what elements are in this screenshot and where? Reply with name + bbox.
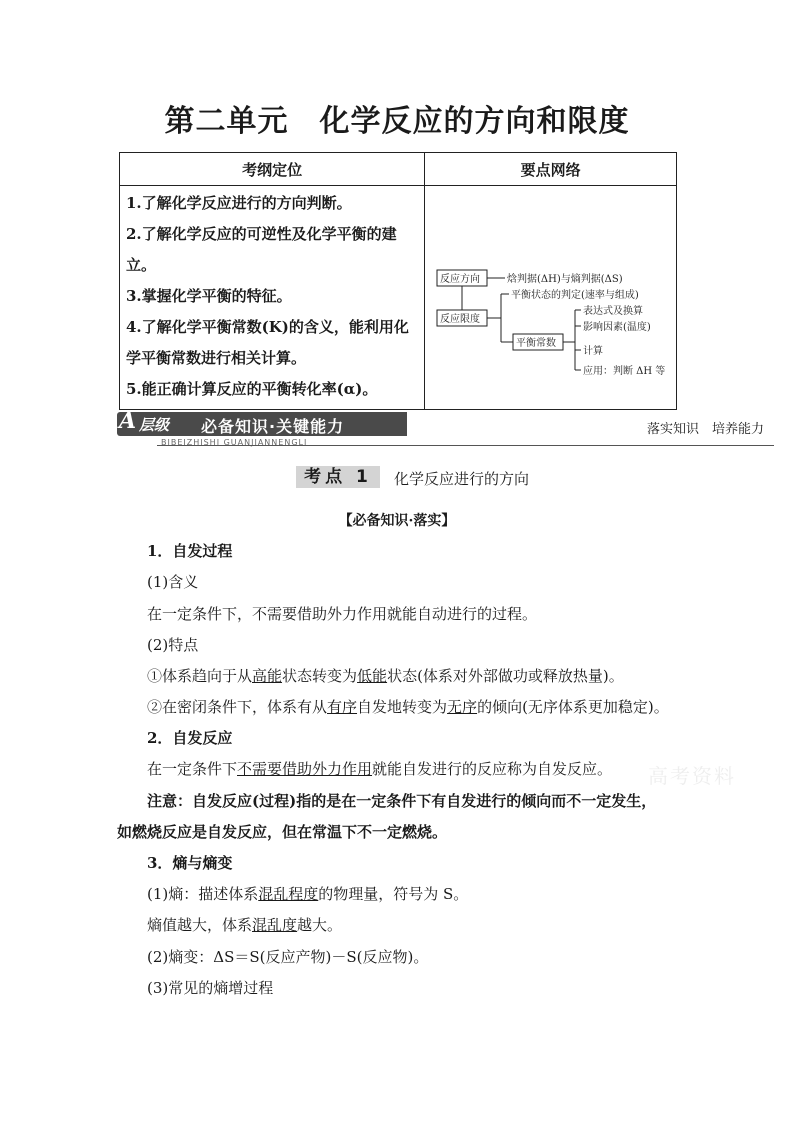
subsection-heading: 【必备知识·落实】 <box>338 513 456 529</box>
paragraph-feature-1: ①体系趋向于从高能状态转变为低能状态(体系对外部做功或释放热量)。 <box>147 667 624 685</box>
page-title: 第二单元 化学反应的方向和限度 <box>164 104 630 139</box>
objective-item: 立。 <box>126 256 157 274</box>
node-calc: 计算 <box>583 346 604 357</box>
node-limit: 反应限度 <box>440 314 481 325</box>
paragraph-meaning: 在一定条件下，不需要借助外力作用就能自动进行的过程。 <box>147 605 538 623</box>
outline-table <box>119 152 677 410</box>
node-expression: 表达式及换算 <box>583 306 644 317</box>
paragraph-entropy-change: (2)熵变：ΔS＝S(反应产物)－S(反应物)。 <box>147 948 429 966</box>
objectives-cell <box>120 186 425 410</box>
paragraph-entropy-value: 熵值越大，体系混乱度越大。 <box>147 916 343 934</box>
banner-letter: A <box>119 408 137 434</box>
paragraph-feature-2: ②在密闭条件下，体系有从有序自发地转变为无序的倾向(无序体系更加稳定)。 <box>147 698 669 716</box>
paragraph-entropy: (1)熵：描述体系混乱程度的物理量，符号为 S。 <box>147 885 469 903</box>
heading-entropy-increase: (3)常见的熵增过程 <box>147 979 274 997</box>
paragraph-spontaneous-reaction: 在一定条件下不需要借助外力作用就能自发进行的反应称为自发反应。 <box>147 760 613 778</box>
banner-underline <box>157 445 774 446</box>
banner-pinyin: BIBEIZHISHI GUANJIANNENGLI <box>161 438 308 447</box>
heading-features: (2)特点 <box>147 636 199 654</box>
heading-meaning: (1)含义 <box>147 573 199 591</box>
node-state: 平衡状态的判定(速率与组成) <box>511 290 640 301</box>
level-banner <box>117 410 774 450</box>
banner-right-text: 落实知识 培养能力 <box>646 422 764 437</box>
heading-spontaneous-process: 1．自发过程 <box>147 542 233 560</box>
banner-level: 层级 <box>139 416 170 434</box>
objective-item: 1.了解化学反应进行的方向判断。 <box>126 194 352 212</box>
note-line-2: 如燃烧反应是自发反应，但在常温下不一定燃烧。 <box>117 823 448 841</box>
kaodian-title: 化学反应进行的方向 <box>394 470 530 488</box>
node-apply: 应用：判断 ΔH 等 <box>583 366 666 377</box>
node-factors: 影响因素(温度) <box>583 322 652 333</box>
objective-item: 学平衡常数进行相关计算。 <box>126 349 307 367</box>
kaodian-tag: 考点 1 <box>296 466 380 488</box>
note-line-1: 注意：自发反应(过程)指的是在一定条件下有自发进行的倾向而不一定发生， <box>147 792 657 810</box>
banner-main-title: 必备知识·关键能力 <box>201 417 345 436</box>
node-direction-branch: 焓判据(ΔH)与熵判据(ΔS) <box>507 274 623 285</box>
network-cell <box>425 186 677 410</box>
knowledge-network-diagram <box>425 186 681 408</box>
objective-item: 3.掌握化学平衡的特征。 <box>126 287 292 305</box>
watermark-text: 高考资料 <box>648 764 736 788</box>
objective-item: 4.了解化学平衡常数(K)的含义，能利用化 <box>126 318 409 336</box>
objective-item: 5.能正确计算反应的平衡转化率(α)。 <box>126 380 378 398</box>
heading-entropy: 3．熵与熵变 <box>147 854 233 872</box>
heading-spontaneous-reaction: 2．自发反应 <box>147 729 233 747</box>
node-direction: 反应方向 <box>440 274 481 285</box>
objective-item: 2.了解化学反应的可逆性及化学平衡的建 <box>126 225 397 243</box>
node-constant: 平衡常数 <box>516 338 557 349</box>
right-header: 要点网络 <box>425 153 677 186</box>
left-header: 考纲定位 <box>120 153 425 186</box>
